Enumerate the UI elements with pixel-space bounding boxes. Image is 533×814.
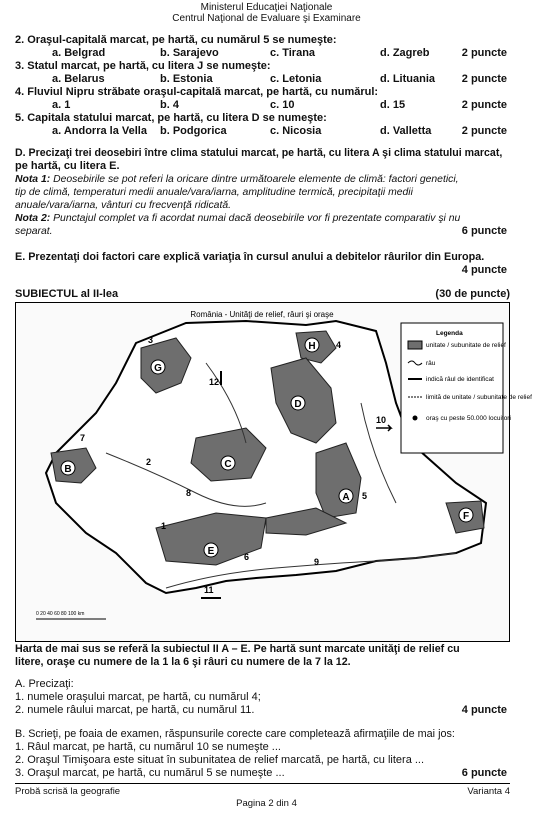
subject-points: (30 de puncte) — [435, 288, 510, 300]
section-b-item3: 3. Oraşul marcat, pe hartă, cu numărul 5 se numeşte ... — [15, 767, 285, 779]
q5-points: 2 puncte — [461, 125, 507, 137]
question-4: 4. Fluviul Nipru străbate oraşul-capitală marcat, pe hartă, cu numărul: — [15, 86, 379, 98]
section-e-text: E. Prezentaţi doi factori care explică variaţia în cursul anului a debitelor râurilor din Europa. — [15, 251, 485, 263]
q2-option-a: a. Belgrad — [52, 47, 106, 59]
letter-a: A — [342, 492, 350, 503]
number-2: 2 — [146, 457, 152, 467]
footer-rule — [15, 783, 510, 784]
letter-e: E — [207, 546, 215, 557]
legend-river: râu — [426, 360, 436, 367]
nota1-line2: tip de climă, temperaturi medii anuale/vara/iarna, amplitudine termică, precipitaţii medii — [15, 187, 413, 198]
q2-option-c: c. Tirana — [270, 47, 316, 59]
section-b-item1: 1. Râul marcat, pe hartă, cu numărul 10 se numeşte ... — [15, 741, 281, 753]
section-d-line2: pe hartă, cu litera E. — [15, 160, 120, 172]
section-e-points: 4 puncte — [461, 264, 507, 276]
legend-boundary: limită de unitate / subunitate de relief — [426, 394, 532, 401]
letter-f: F — [462, 511, 470, 522]
nota2-line2: separat. — [15, 226, 53, 237]
nota1-label: Nota 1: — [15, 174, 51, 185]
letter-h: H — [308, 341, 316, 352]
page-header — [0, 2, 533, 24]
q3-points: 2 puncte — [461, 73, 507, 85]
q4-points: 2 puncte — [461, 99, 507, 111]
number-12: 12 — [209, 377, 220, 387]
q2-option-d: d. Zagreb — [380, 47, 430, 59]
nota2-label: Nota 2: — [15, 213, 51, 224]
number-3: 3 — [148, 335, 154, 345]
legend-river-identify: indică râul de identificat — [426, 376, 494, 383]
q5-option-d: d. Valletta — [380, 125, 432, 137]
question-5: 5. Capitala statului marcat, pe hartă, cu litera D se numeşte: — [15, 112, 327, 124]
q4-option-a: a. 1 — [52, 99, 71, 111]
q5-option-c: c. Nicosia — [270, 125, 322, 137]
map-svg — [16, 303, 532, 641]
legend-city: oraş cu peste 50.000 locuitori — [426, 415, 511, 422]
section-b-item2: 2. Oraşul Timişoara este situat în subunitatea de relief marcată, pe hartă, cu litera ... — [15, 754, 425, 766]
number-7: 7 — [80, 433, 86, 443]
nota1-line1: Deosebirile se pot referi la oricare dintre următoarele elemente de climă: factori genetici, — [53, 174, 459, 185]
map-scale: 0 20 40 60 80 100 km — [36, 611, 85, 617]
nota1-line3: anuale/vara/iarna, vânturi cu frecvenţă ridicată. — [15, 200, 232, 211]
section-a-title: A. Precizaţi: — [15, 678, 74, 690]
subject-title: SUBIECTUL al II-lea — [15, 288, 119, 300]
section-d-line1: D. Precizaţi trei deosebiri între clima statului marcat, pe hartă, cu litera A şi clima statului marcat, — [15, 147, 503, 159]
ministry-name: Ministerul Educaţiei Naţionale — [200, 2, 333, 13]
question-3: 3. Statul marcat, pe hartă, cu litera J se numeşte: — [15, 60, 271, 72]
map-title: România - Unităţi de relief, râuri şi oraşe — [190, 310, 334, 319]
legend-relief-unit: unitate / subunitate de relief — [426, 342, 506, 349]
q4-option-b: b. 4 — [160, 99, 179, 111]
q4-option-d: d. 15 — [380, 99, 406, 111]
footer-right: Varianta 4 — [467, 786, 510, 797]
number-11: 11 — [204, 585, 214, 595]
center-name: Centrul Naţional de Evaluare şi Examinare — [172, 13, 361, 24]
map-caption-line1: Harta de mai sus se referă la subiectul II A – E. Pe hartă sunt marcate unităţi de relief cu — [15, 643, 460, 655]
section-b-title: B. Scrieţi, pe foaia de examen, răspunsurile corecte care completează afirmaţiile de mai jos: — [15, 728, 455, 740]
q4-option-c: c. 10 — [270, 99, 295, 111]
q3-option-b: b. Estonia — [160, 73, 213, 85]
number-5: 5 — [362, 491, 368, 501]
legend-title: Legenda — [436, 330, 463, 337]
footer-left: Probă scrisă la geografie — [15, 786, 121, 797]
number-8: 8 — [186, 488, 192, 498]
section-a-item1: 1. numele oraşului marcat, pe hartă, cu numărul 4; — [15, 691, 261, 703]
q5-option-a: a. Andorra la Vella — [52, 125, 147, 137]
number-10: 10 — [376, 415, 387, 425]
q2-option-b: b. Sarajevo — [160, 47, 219, 59]
nota2-line1: Punctajul complet va fi acordat numai dacă deosebirile vor fi prezentate comparativ şi nu — [53, 213, 461, 224]
section-a-points: 4 puncte — [461, 704, 507, 716]
letter-b: B — [64, 464, 72, 475]
q2-points: 2 puncte — [461, 47, 507, 59]
section-a-item2: 2. numele râului marcat, pe hartă, cu numărul 11. — [15, 704, 255, 716]
section-d-points: 6 puncte — [461, 225, 507, 237]
q3-option-a: a. Belarus — [52, 73, 105, 85]
number-9: 9 — [314, 557, 320, 567]
question-2: 2. Oraşul-capitală marcat, pe hartă, cu numărul 5 se numeşte: — [15, 34, 337, 46]
number-4: 4 — [336, 340, 342, 350]
map-caption-line2: litere, oraşe cu numere de la 1 la 6 şi râuri cu numere de la 7 la 12. — [15, 656, 351, 668]
q5-option-b: b. Podgorica — [160, 125, 227, 137]
letter-d: D — [294, 399, 302, 410]
q3-option-c: c. Letonia — [270, 73, 322, 85]
map-legend — [401, 323, 532, 453]
romania-relief-map — [15, 302, 532, 642]
number-6: 6 — [244, 552, 250, 562]
letter-c: C — [224, 459, 232, 470]
section-b-points: 6 puncte — [461, 767, 507, 779]
page-number: Pagina 2 din 4 — [236, 798, 297, 809]
number-1: 1 — [161, 521, 167, 531]
letter-g: G — [154, 363, 162, 374]
q3-option-d: d. Lituania — [380, 73, 435, 85]
